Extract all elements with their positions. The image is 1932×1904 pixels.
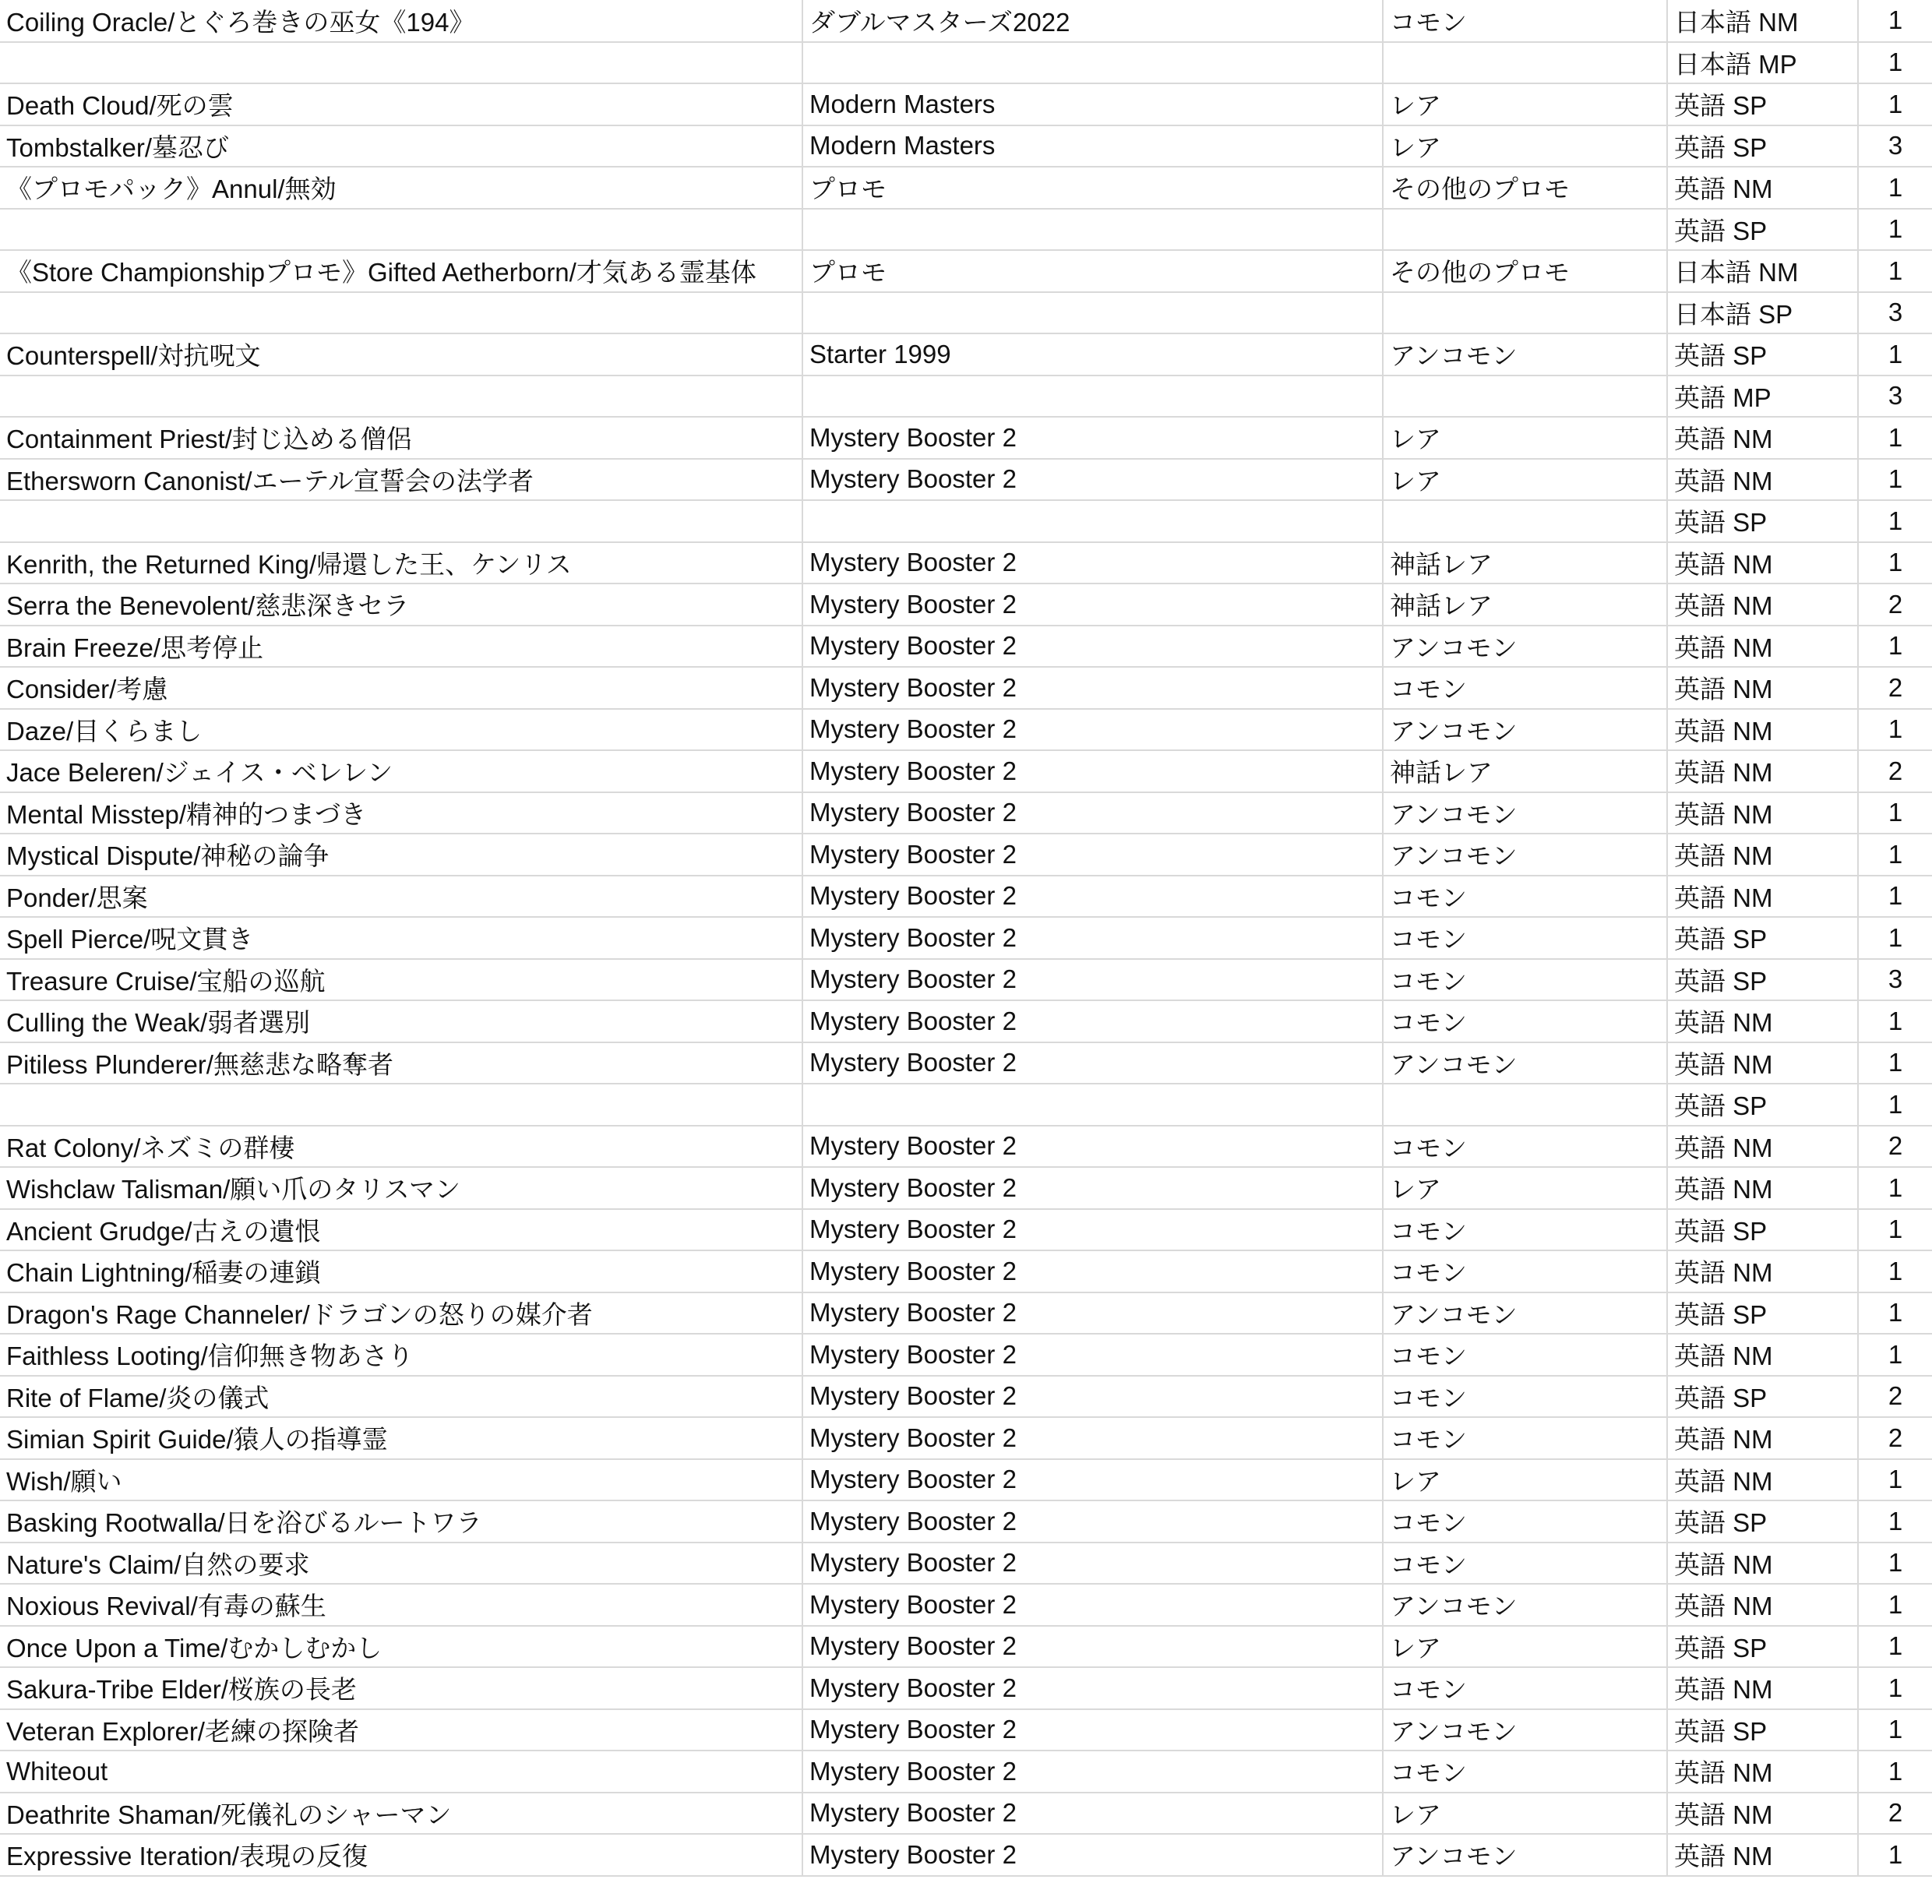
- condition-cell: 英語 NM: [1667, 1250, 1858, 1292]
- quantity-cell: 1: [1858, 250, 1932, 292]
- condition-cell: 英語 MP: [1667, 376, 1858, 418]
- card-name-cell: Containment Priest/封じ込める僧侶: [0, 417, 802, 459]
- set-name-cell: [802, 376, 1383, 418]
- set-name-cell: Mystery Booster 2: [802, 1584, 1383, 1626]
- set-name-cell: Mystery Booster 2: [802, 1543, 1383, 1585]
- quantity-cell: 2: [1858, 667, 1932, 709]
- condition-cell: 英語 NM: [1667, 542, 1858, 584]
- quantity-cell: 1: [1858, 0, 1932, 42]
- quantity-cell: 2: [1858, 584, 1932, 626]
- card-name-cell: Deathrite Shaman/死儀礼のシャーマン: [0, 1793, 802, 1835]
- table-row: [0, 1543, 1932, 1585]
- condition-cell: 英語 NM: [1667, 1417, 1858, 1459]
- card-name-cell: Coiling Oracle/とぐろ巻きの巫女《194》: [0, 0, 802, 42]
- quantity-cell: 1: [1858, 1500, 1932, 1543]
- set-name-cell: Mystery Booster 2: [802, 1417, 1383, 1459]
- card-name-cell: [0, 376, 802, 418]
- set-name-cell: Mystery Booster 2: [802, 1042, 1383, 1084]
- condition-cell: 英語 NM: [1667, 1667, 1858, 1709]
- card-name-cell: 《プロモパック》Annul/無効: [0, 167, 802, 209]
- rarity-cell: アンコモン: [1383, 1042, 1667, 1084]
- quantity-cell: 1: [1858, 626, 1932, 668]
- set-name-cell: プロモ: [802, 250, 1383, 292]
- rarity-cell: アンコモン: [1383, 834, 1667, 876]
- condition-cell: 英語 NM: [1667, 667, 1858, 709]
- rarity-cell: コモン: [1383, 0, 1667, 42]
- quantity-cell: 1: [1858, 1292, 1932, 1335]
- set-name-cell: Mystery Booster 2: [802, 1376, 1383, 1418]
- table-row: [0, 1584, 1932, 1626]
- table-row: [0, 709, 1932, 751]
- condition-cell: 英語 SP: [1667, 500, 1858, 542]
- card-name-cell: Ethersworn Canonist/エーテル宣誓会の法学者: [0, 459, 802, 501]
- table-row: [0, 834, 1932, 876]
- set-name-cell: Mystery Booster 2: [802, 1751, 1383, 1793]
- table-row: [0, 750, 1932, 792]
- card-name-cell: Dragon's Rage Channeler/ドラゴンの怒りの媒介者: [0, 1292, 802, 1335]
- quantity-cell: 3: [1858, 292, 1932, 334]
- table-row: [0, 42, 1932, 84]
- quantity-cell: 1: [1858, 83, 1932, 125]
- card-name-cell: Basking Rootwalla/日を浴びるルートワラ: [0, 1500, 802, 1543]
- rarity-cell: コモン: [1383, 1376, 1667, 1418]
- card-name-cell: Daze/目くらまし: [0, 709, 802, 751]
- rarity-cell: コモン: [1383, 876, 1667, 918]
- condition-cell: 英語 NM: [1667, 1126, 1858, 1168]
- rarity-cell: コモン: [1383, 1000, 1667, 1042]
- set-name-cell: Mystery Booster 2: [802, 917, 1383, 959]
- set-name-cell: Mystery Booster 2: [802, 834, 1383, 876]
- rarity-cell: アンコモン: [1383, 792, 1667, 834]
- set-name-cell: Mystery Booster 2: [802, 876, 1383, 918]
- table-row: [0, 1709, 1932, 1751]
- quantity-cell: 3: [1858, 959, 1932, 1001]
- table-row: [0, 1500, 1932, 1543]
- card-name-cell: [0, 42, 802, 84]
- table-row: [0, 917, 1932, 959]
- quantity-cell: 1: [1858, 1543, 1932, 1585]
- table-row: [0, 1751, 1932, 1793]
- table-row: [0, 1334, 1932, 1376]
- rarity-cell: レア: [1383, 125, 1667, 167]
- card-name-cell: Mystical Dispute/神秘の論争: [0, 834, 802, 876]
- rarity-cell: コモン: [1383, 1500, 1667, 1543]
- card-name-cell: Brain Freeze/思考停止: [0, 626, 802, 668]
- set-name-cell: Mystery Booster 2: [802, 459, 1383, 501]
- table-row: [0, 667, 1932, 709]
- rarity-cell: その他のプロモ: [1383, 167, 1667, 209]
- set-name-cell: Mystery Booster 2: [802, 1793, 1383, 1835]
- quantity-cell: 3: [1858, 125, 1932, 167]
- condition-cell: 英語 NM: [1667, 1584, 1858, 1626]
- table-row: [0, 83, 1932, 125]
- card-name-cell: Serra the Benevolent/慈悲深きセラ: [0, 584, 802, 626]
- rarity-cell: レア: [1383, 459, 1667, 501]
- table-row: [0, 1667, 1932, 1709]
- table-row: [0, 1417, 1932, 1459]
- condition-cell: 英語 SP: [1667, 1376, 1858, 1418]
- card-name-cell: Consider/考慮: [0, 667, 802, 709]
- set-name-cell: Mystery Booster 2: [802, 1334, 1383, 1376]
- table-row: [0, 1126, 1932, 1168]
- condition-cell: 英語 SP: [1667, 1626, 1858, 1668]
- set-name-cell: Mystery Booster 2: [802, 584, 1383, 626]
- card-name-cell: Whiteout: [0, 1751, 802, 1793]
- condition-cell: 英語 NM: [1667, 1334, 1858, 1376]
- card-name-cell: [0, 292, 802, 334]
- quantity-cell: 1: [1858, 1334, 1932, 1376]
- rarity-cell: レア: [1383, 1459, 1667, 1501]
- rarity-cell: コモン: [1383, 1250, 1667, 1292]
- set-name-cell: Mystery Booster 2: [802, 1626, 1383, 1668]
- rarity-cell: コモン: [1383, 1417, 1667, 1459]
- table-row: [0, 376, 1932, 418]
- table-row: [0, 333, 1932, 376]
- table-row: [0, 167, 1932, 209]
- table-row: [0, 792, 1932, 834]
- set-name-cell: [802, 1084, 1383, 1126]
- rarity-cell: レア: [1383, 1167, 1667, 1209]
- rarity-cell: コモン: [1383, 917, 1667, 959]
- rarity-cell: 神話レア: [1383, 584, 1667, 626]
- condition-cell: 英語 NM: [1667, 792, 1858, 834]
- rarity-cell: コモン: [1383, 667, 1667, 709]
- table-row: [0, 626, 1932, 668]
- table-row: [0, 1626, 1932, 1668]
- quantity-cell: 1: [1858, 1209, 1932, 1251]
- condition-cell: 英語 NM: [1667, 626, 1858, 668]
- rarity-cell: コモン: [1383, 1209, 1667, 1251]
- condition-cell: 英語 SP: [1667, 1709, 1858, 1751]
- table-row: [0, 1167, 1932, 1209]
- rarity-cell: [1383, 1084, 1667, 1126]
- rarity-cell: アンコモン: [1383, 1709, 1667, 1751]
- condition-cell: 英語 NM: [1667, 1751, 1858, 1793]
- set-name-cell: [802, 42, 1383, 84]
- table-row: [0, 292, 1932, 334]
- rarity-cell: [1383, 292, 1667, 334]
- card-name-cell: Wish/願い: [0, 1459, 802, 1501]
- set-name-cell: Modern Masters: [802, 125, 1383, 167]
- quantity-cell: 1: [1858, 834, 1932, 876]
- card-name-cell: Veteran Explorer/老練の探険者: [0, 1709, 802, 1751]
- quantity-cell: 1: [1858, 1167, 1932, 1209]
- set-name-cell: Mystery Booster 2: [802, 959, 1383, 1001]
- table-row: [0, 1084, 1932, 1126]
- quantity-cell: 1: [1858, 1834, 1932, 1876]
- set-name-cell: ダブルマスターズ2022: [802, 0, 1383, 42]
- table-row: [0, 1042, 1932, 1084]
- condition-cell: 英語 NM: [1667, 876, 1858, 918]
- rarity-cell: 神話レア: [1383, 542, 1667, 584]
- condition-cell: 英語 SP: [1667, 333, 1858, 376]
- card-name-cell: Tombstalker/墓忍び: [0, 125, 802, 167]
- card-name-cell: Mental Misstep/精神的つまづき: [0, 792, 802, 834]
- condition-cell: 英語 NM: [1667, 417, 1858, 459]
- quantity-cell: 1: [1858, 917, 1932, 959]
- table-row: [0, 1000, 1932, 1042]
- set-name-cell: Mystery Booster 2: [802, 417, 1383, 459]
- table-row: [0, 1834, 1932, 1876]
- set-name-cell: Mystery Booster 2: [802, 750, 1383, 792]
- condition-cell: 英語 NM: [1667, 1042, 1858, 1084]
- condition-cell: 英語 SP: [1667, 959, 1858, 1001]
- card-name-cell: Rat Colony/ネズミの群棲: [0, 1126, 802, 1168]
- rarity-cell: コモン: [1383, 1667, 1667, 1709]
- quantity-cell: 1: [1858, 876, 1932, 918]
- rarity-cell: アンコモン: [1383, 1584, 1667, 1626]
- set-name-cell: Mystery Booster 2: [802, 1500, 1383, 1543]
- set-name-cell: Mystery Booster 2: [802, 1126, 1383, 1168]
- condition-cell: 英語 NM: [1667, 1793, 1858, 1835]
- quantity-cell: 2: [1858, 1417, 1932, 1459]
- quantity-cell: 2: [1858, 1376, 1932, 1418]
- condition-cell: 日本語 NM: [1667, 0, 1858, 42]
- rarity-cell: [1383, 500, 1667, 542]
- card-name-cell: Wishclaw Talisman/願い爪のタリスマン: [0, 1167, 802, 1209]
- rarity-cell: レア: [1383, 1626, 1667, 1668]
- condition-cell: 英語 SP: [1667, 1500, 1858, 1543]
- quantity-cell: 1: [1858, 1000, 1932, 1042]
- table-row: [0, 542, 1932, 584]
- table-row: [0, 1793, 1932, 1835]
- set-name-cell: プロモ: [802, 167, 1383, 209]
- rarity-cell: レア: [1383, 1793, 1667, 1835]
- set-name-cell: Mystery Booster 2: [802, 1250, 1383, 1292]
- condition-cell: 英語 NM: [1667, 1459, 1858, 1501]
- set-name-cell: Mystery Booster 2: [802, 1167, 1383, 1209]
- quantity-cell: 1: [1858, 459, 1932, 501]
- card-name-cell: [0, 1084, 802, 1126]
- card-name-cell: Culling the Weak/弱者選別: [0, 1000, 802, 1042]
- table-row: [0, 1209, 1932, 1251]
- quantity-cell: 1: [1858, 709, 1932, 751]
- card-name-cell: Kenrith, the Returned King/帰還した王、ケンリス: [0, 542, 802, 584]
- card-name-cell: Ponder/思案: [0, 876, 802, 918]
- set-name-cell: Mystery Booster 2: [802, 792, 1383, 834]
- table-row: [0, 876, 1932, 918]
- card-name-cell: [0, 209, 802, 251]
- rarity-cell: コモン: [1383, 1751, 1667, 1793]
- condition-cell: 英語 NM: [1667, 584, 1858, 626]
- rarity-cell: コモン: [1383, 959, 1667, 1001]
- card-name-cell: Death Cloud/死の雲: [0, 83, 802, 125]
- quantity-cell: 2: [1858, 1126, 1932, 1168]
- quantity-cell: 1: [1858, 1584, 1932, 1626]
- card-name-cell: Expressive Iteration/表現の反復: [0, 1834, 802, 1876]
- set-name-cell: Mystery Booster 2: [802, 1667, 1383, 1709]
- card-name-cell: 《Store Championshipプロモ》Gifted Aetherborn/才気ある霊基体: [0, 250, 802, 292]
- card-name-cell: Faithless Looting/信仰無き物あさり: [0, 1334, 802, 1376]
- set-name-cell: Mystery Booster 2: [802, 709, 1383, 751]
- condition-cell: 英語 SP: [1667, 125, 1858, 167]
- set-name-cell: Modern Masters: [802, 83, 1383, 125]
- quantity-cell: 1: [1858, 1084, 1932, 1126]
- rarity-cell: コモン: [1383, 1126, 1667, 1168]
- quantity-cell: 1: [1858, 1626, 1932, 1668]
- rarity-cell: その他のプロモ: [1383, 250, 1667, 292]
- table-row: [0, 1292, 1932, 1335]
- card-name-cell: Sakura-Tribe Elder/桜族の長老: [0, 1667, 802, 1709]
- card-name-cell: Once Upon a Time/むかしむかし: [0, 1626, 802, 1668]
- quantity-cell: 1: [1858, 1250, 1932, 1292]
- rarity-cell: コモン: [1383, 1334, 1667, 1376]
- card-name-cell: Pitiless Plunderer/無慈悲な略奪者: [0, 1042, 802, 1084]
- quantity-cell: 1: [1858, 42, 1932, 84]
- rarity-cell: アンコモン: [1383, 626, 1667, 668]
- set-name-cell: Starter 1999: [802, 333, 1383, 376]
- set-name-cell: Mystery Booster 2: [802, 1000, 1383, 1042]
- condition-cell: 英語 SP: [1667, 1084, 1858, 1126]
- rarity-cell: [1383, 209, 1667, 251]
- set-name-cell: Mystery Booster 2: [802, 1459, 1383, 1501]
- table-row: [0, 0, 1932, 42]
- set-name-cell: Mystery Booster 2: [802, 1209, 1383, 1251]
- condition-cell: 英語 SP: [1667, 1209, 1858, 1251]
- table-row: [0, 1459, 1932, 1501]
- rarity-cell: アンコモン: [1383, 1292, 1667, 1335]
- table-row: [0, 500, 1932, 542]
- condition-cell: 英語 NM: [1667, 1000, 1858, 1042]
- rarity-cell: アンコモン: [1383, 333, 1667, 376]
- quantity-cell: 1: [1858, 792, 1932, 834]
- rarity-cell: レア: [1383, 417, 1667, 459]
- card-name-cell: Counterspell/対抗呪文: [0, 333, 802, 376]
- quantity-cell: 2: [1858, 750, 1932, 792]
- rarity-cell: 神話レア: [1383, 750, 1667, 792]
- quantity-cell: 1: [1858, 1042, 1932, 1084]
- card-name-cell: Rite of Flame/炎の儀式: [0, 1376, 802, 1418]
- condition-cell: 英語 SP: [1667, 917, 1858, 959]
- quantity-cell: 1: [1858, 417, 1932, 459]
- condition-cell: 英語 NM: [1667, 709, 1858, 751]
- table-row: [0, 209, 1932, 251]
- quantity-cell: 1: [1858, 333, 1932, 376]
- table-row: [0, 1376, 1932, 1418]
- condition-cell: 日本語 SP: [1667, 292, 1858, 334]
- condition-cell: 日本語 MP: [1667, 42, 1858, 84]
- rarity-cell: [1383, 376, 1667, 418]
- card-name-cell: Ancient Grudge/古えの遺恨: [0, 1209, 802, 1251]
- set-name-cell: [802, 500, 1383, 542]
- condition-cell: 英語 NM: [1667, 1543, 1858, 1585]
- card-name-cell: Noxious Revival/有毒の蘇生: [0, 1584, 802, 1626]
- condition-cell: 英語 NM: [1667, 834, 1858, 876]
- table-row: [0, 459, 1932, 501]
- card-name-cell: Treasure Cruise/宝船の巡航: [0, 959, 802, 1001]
- condition-cell: 英語 NM: [1667, 167, 1858, 209]
- table-row: [0, 250, 1932, 292]
- rarity-cell: [1383, 42, 1667, 84]
- table-row: [0, 959, 1932, 1001]
- quantity-cell: 1: [1858, 1709, 1932, 1751]
- rarity-cell: コモン: [1383, 1543, 1667, 1585]
- set-name-cell: [802, 292, 1383, 334]
- card-name-cell: Simian Spirit Guide/猿人の指導霊: [0, 1417, 802, 1459]
- quantity-cell: 1: [1858, 542, 1932, 584]
- card-name-cell: Chain Lightning/稲妻の連鎖: [0, 1250, 802, 1292]
- rarity-cell: アンコモン: [1383, 709, 1667, 751]
- quantity-cell: 1: [1858, 500, 1932, 542]
- set-name-cell: Mystery Booster 2: [802, 542, 1383, 584]
- condition-cell: 日本語 NM: [1667, 250, 1858, 292]
- set-name-cell: Mystery Booster 2: [802, 667, 1383, 709]
- card-name-cell: Jace Beleren/ジェイス・ベレレン: [0, 750, 802, 792]
- table-row: [0, 125, 1932, 167]
- rarity-cell: アンコモン: [1383, 1834, 1667, 1876]
- set-name-cell: Mystery Booster 2: [802, 626, 1383, 668]
- quantity-cell: 1: [1858, 1459, 1932, 1501]
- quantity-cell: 1: [1858, 1667, 1932, 1709]
- set-name-cell: Mystery Booster 2: [802, 1834, 1383, 1876]
- set-name-cell: Mystery Booster 2: [802, 1292, 1383, 1335]
- table-row: [0, 1250, 1932, 1292]
- set-name-cell: [802, 209, 1383, 251]
- condition-cell: 英語 NM: [1667, 459, 1858, 501]
- rarity-cell: レア: [1383, 83, 1667, 125]
- card-name-cell: [0, 500, 802, 542]
- quantity-cell: 3: [1858, 376, 1932, 418]
- condition-cell: 英語 SP: [1667, 1292, 1858, 1335]
- card-name-cell: Spell Pierce/呪文貫き: [0, 917, 802, 959]
- condition-cell: 英語 NM: [1667, 750, 1858, 792]
- quantity-cell: 1: [1858, 1751, 1932, 1793]
- table-row: [0, 417, 1932, 459]
- quantity-cell: 1: [1858, 167, 1932, 209]
- set-name-cell: Mystery Booster 2: [802, 1709, 1383, 1751]
- quantity-cell: 1: [1858, 209, 1932, 251]
- condition-cell: 英語 SP: [1667, 83, 1858, 125]
- condition-cell: 英語 NM: [1667, 1834, 1858, 1876]
- condition-cell: 英語 SP: [1667, 209, 1858, 251]
- condition-cell: 英語 NM: [1667, 1167, 1858, 1209]
- card-name-cell: Nature's Claim/自然の要求: [0, 1543, 802, 1585]
- table-row: [0, 584, 1932, 626]
- quantity-cell: 2: [1858, 1793, 1932, 1835]
